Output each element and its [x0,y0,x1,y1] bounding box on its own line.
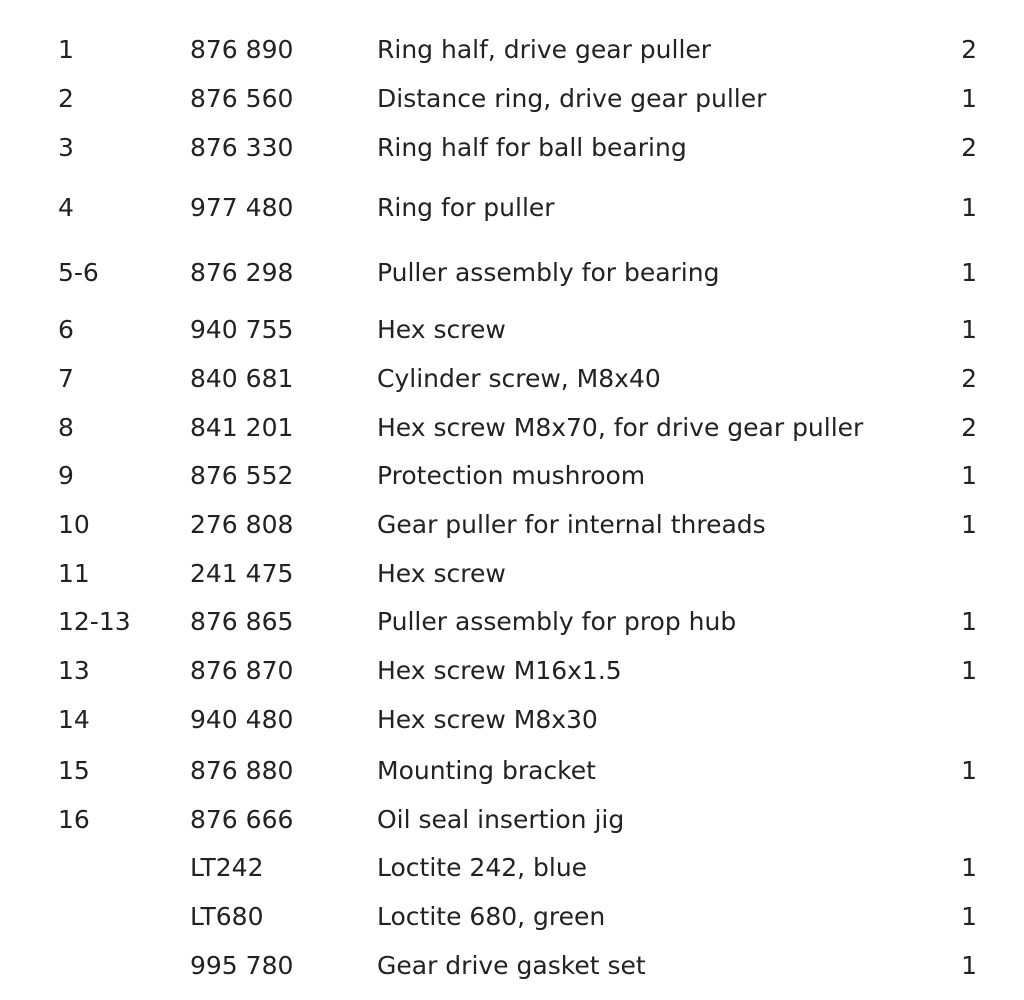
part-number: LT242 [190,853,264,882]
part-description: Hex screw [377,315,506,344]
part-description: Distance ring, drive gear puller [377,84,767,113]
table-row [0,554,1024,594]
part-number: 276 808 [190,510,294,539]
part-number: 977 480 [190,193,294,222]
part-description: Hex screw M8x30 [377,705,598,734]
part-number: 876 560 [190,84,294,113]
part-number: 995 780 [190,951,294,980]
quantity: 1 [961,315,977,344]
quantity: 1 [961,951,977,980]
table-row [0,505,1024,545]
part-number: 841 201 [190,413,294,442]
part-description: Hex screw M16x1.5 [377,656,622,685]
part-description: Loctite 242, blue [377,853,588,882]
position-number: 16 [58,805,90,834]
part-description: Ring for puller [377,193,555,222]
part-description: Puller assembly for bearing [377,258,720,287]
position-number: 6 [58,315,74,344]
position-number: 3 [58,133,74,162]
part-description: Cylinder screw, M8x40 [377,364,661,393]
position-number: 14 [58,705,90,734]
position-number: 12-13 [58,607,131,636]
part-description: Hex screw [377,559,506,588]
table-row [0,456,1024,496]
table-row [0,253,1024,293]
position-number: 15 [58,756,90,785]
table-row [0,188,1024,228]
position-number: 8 [58,413,74,442]
part-description: Loctite 680, green [377,902,606,931]
position-number: 7 [58,364,74,393]
quantity: 1 [961,853,977,882]
part-number: 876 298 [190,258,294,287]
position-number: 4 [58,193,74,222]
part-number: 876 880 [190,756,294,785]
quantity: 2 [961,364,977,393]
table-row [0,897,1024,937]
part-number: 876 870 [190,656,294,685]
quantity: 2 [961,133,977,162]
part-description: Oil seal insertion jig [377,805,625,834]
quantity: 1 [961,902,977,931]
table-row [0,408,1024,448]
position-number: 9 [58,461,74,490]
quantity: 1 [961,656,977,685]
table-row [0,310,1024,350]
table-row [0,800,1024,840]
part-description: Hex screw M8x70, for drive gear puller [377,413,864,442]
table-row [0,651,1024,691]
position-number: 11 [58,559,90,588]
part-description: Mounting bracket [377,756,596,785]
table-row [0,79,1024,119]
part-number: LT680 [190,902,264,931]
table-row [0,700,1024,740]
table-row [0,946,1024,986]
part-description: Gear drive gasket set [377,951,646,980]
part-number: 940 480 [190,705,294,734]
quantity: 1 [961,461,977,490]
quantity: 1 [961,193,977,222]
quantity: 1 [961,756,977,785]
part-description: Gear puller for internal threads [377,510,766,539]
part-number: 876 666 [190,805,294,834]
part-description: Protection mushroom [377,461,646,490]
part-number: 876 552 [190,461,294,490]
table-row [0,602,1024,642]
table-row [0,848,1024,888]
table-row [0,359,1024,399]
table-row [0,30,1024,70]
part-number: 876 330 [190,133,294,162]
part-description: Ring half, drive gear puller [377,35,712,64]
part-description: Ring half for ball bearing [377,133,687,162]
quantity: 1 [961,510,977,539]
part-number: 876 890 [190,35,294,64]
quantity: 1 [961,258,977,287]
table-row [0,128,1024,168]
quantity: 1 [961,607,977,636]
position-number: 2 [58,84,74,113]
part-number: 840 681 [190,364,294,393]
quantity: 2 [961,413,977,442]
position-number: 10 [58,510,90,539]
quantity: 2 [961,35,977,64]
part-number: 876 865 [190,607,294,636]
position-number: 13 [58,656,90,685]
position-number: 5-6 [58,258,99,287]
part-description: Puller assembly for prop hub [377,607,737,636]
position-number: 1 [58,35,74,64]
table-row [0,751,1024,791]
part-number: 241 475 [190,559,294,588]
part-number: 940 755 [190,315,294,344]
quantity: 1 [961,84,977,113]
